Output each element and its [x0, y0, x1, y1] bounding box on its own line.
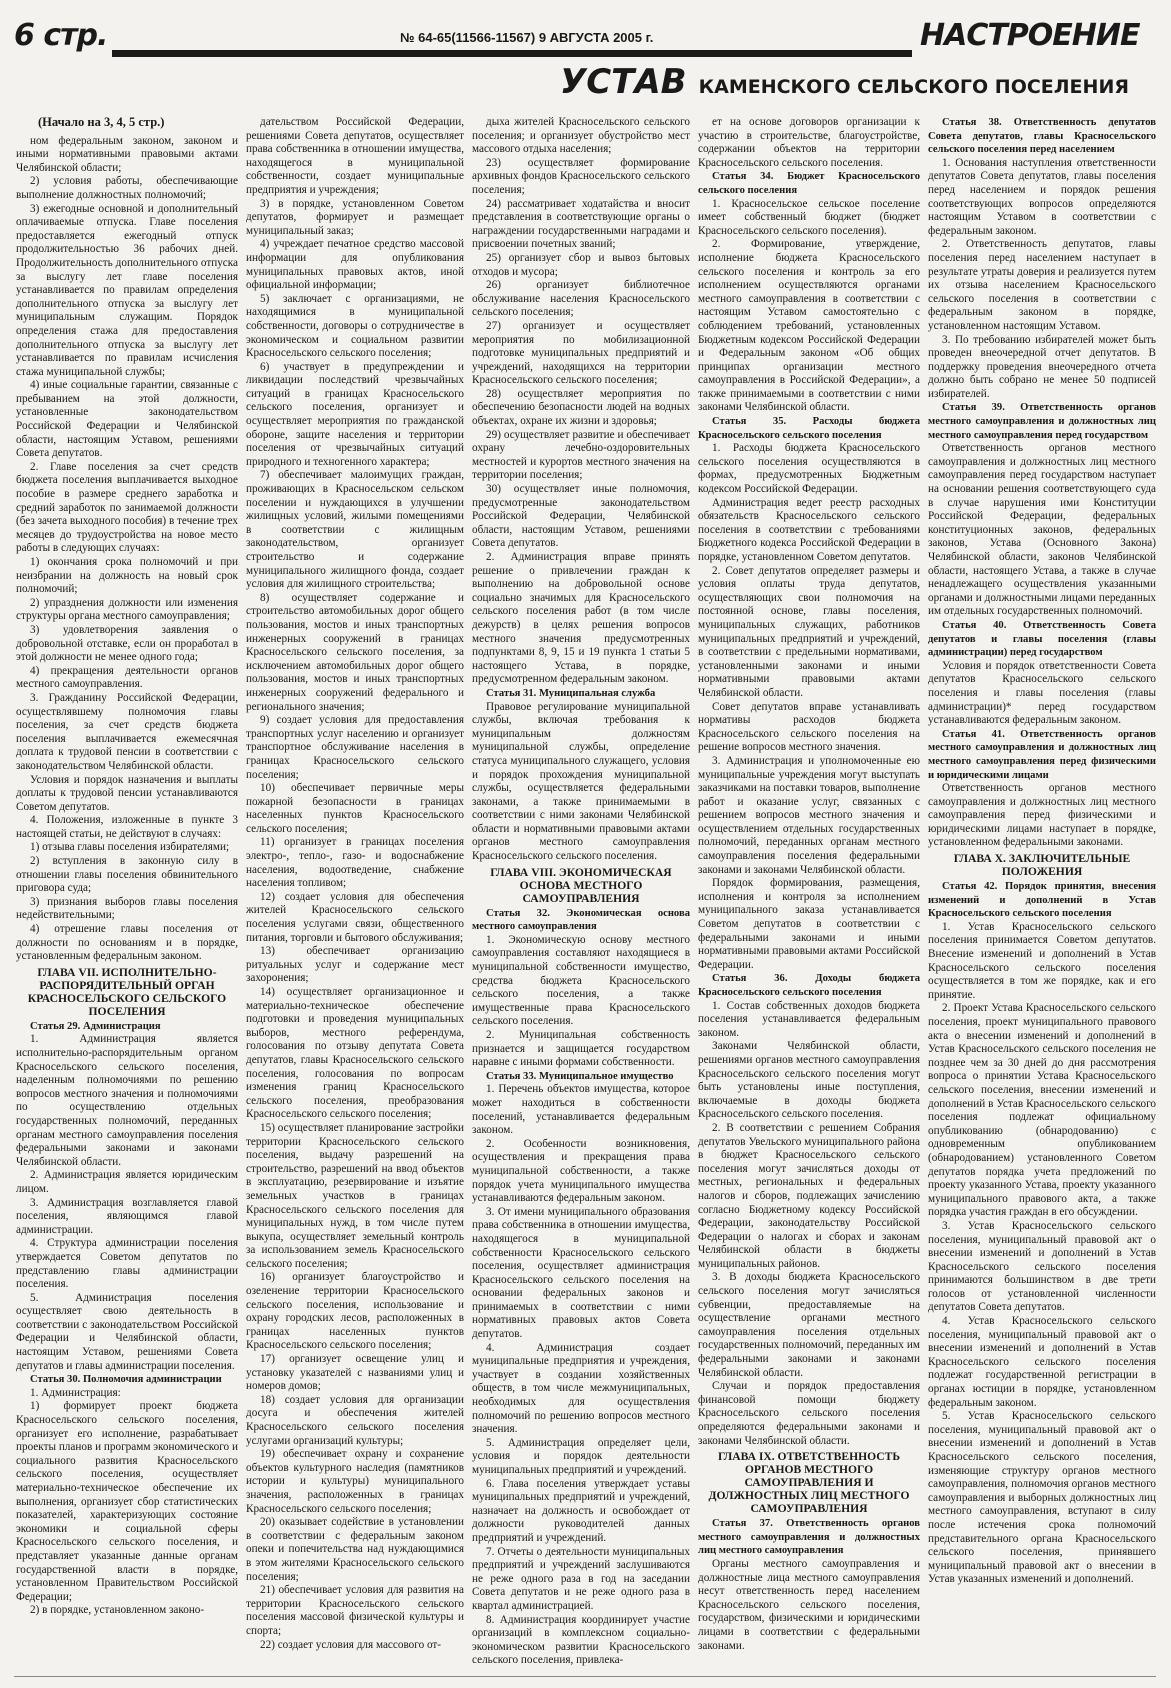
- article-title: [560, 62, 1160, 108]
- paragraph: 2) условия работы, обеспечивающие выполнение должностных полномочий;: [16, 175, 238, 201]
- paragraph: 4) учреждает печатное средство массовой информации для опубликования муниципальных правовых актов, иной официальной информации;: [246, 238, 464, 292]
- paragraph: 23) осуществляет формирование архивных фондов Красносельского сельского поселения;: [472, 156, 690, 196]
- paragraph: 12) создает условия для обеспечения жителей Красносельского сельского поселения услугами связи, общественного питания, торговли и бытового обслуживания;: [246, 890, 464, 944]
- paragraph: 4. Положения, изложенные в пункте 3 настоящей статьи, не действуют в случаях:: [16, 814, 238, 840]
- paragraph: 1. Экономическую основу местного самоуправления составляют находящиеся в муниципальной собственности имущество, средства бюджета Красносельского сельского поселения, а также имущественные права Красносельского сельского поселения.: [472, 933, 690, 1028]
- paragraph: 3) признания выборов главы поселения недействительными;: [16, 895, 238, 922]
- chapter-heading: ГЛАВА IX. ОТВЕТСТВЕННОСТЬ ОРГАНОВ МЕСТНОГО САМОУПРАВЛЕНИЯ И ДОЛЖНОСТНЫХ ЛИЦ МЕСТНОГО САМОУПРАВЛЕНИЯ: [708, 1450, 910, 1516]
- paragraph: 3. По требованию избирателей может быть проведен внеочередной отчет депутатов. В поддержку проведения внеочередного отчета должно быть собрано не менее 50 подписей избирателей.: [928, 333, 1156, 400]
- chapter-heading: ГЛАВА VIII. ЭКОНОМИЧЕСКАЯ ОСНОВА МЕСТНОГО САМОУПРАВЛЕНИЯ: [490, 865, 672, 905]
- paragraph: 1. Расходы бюджета Красносельского сельского поселения осуществляются в формах, предусмотренных Бюджетным кодексом Российской Федерации.: [698, 442, 920, 496]
- paragraph: 3) удовлетворения заявления о добровольной отставке, если он проработал в этой должности не менее одного года;: [16, 623, 238, 664]
- paragraph: 2. Совет депутатов определяет размеры и условия оплаты труда депутатов, осуществляющих свои полномочия на постоянной основе, главы поселения, муниципальных служащих, работников муниципальных предприятий и учреждений, в соответствии с предельными нормативами, установленными законами и иными нормативными правовыми актами Челябинской области.: [698, 564, 920, 699]
- paragraph: 2) упразднения должности или изменения структуры органа местного самоуправления;: [16, 596, 238, 623]
- paragraph: 3) в порядке, установленном Советом депутатов, формирует и размещает муниципальный заказ;: [246, 197, 464, 237]
- paragraph: 5. Администрация определяет цели, условия и порядок деятельности муниципальных предприятий и учреждений.: [472, 1436, 690, 1476]
- article-heading: Статья 35. Расходы бюджета Красносельского сельского поселения: [698, 416, 920, 441]
- paragraph: 2. Администрация вправе принять решение о привлечении граждан к выполнению на добровольной основе социально значимых для Красносельского сельского поселения работ (в том числе дежурств) в целях решения вопросов местного значения предусмотренных подпунктами 8, 9, 15 и 19 пункта 1 статьи 5 настоящего Устава, в порядке, предусмотренном федеральным законом.: [472, 551, 690, 686]
- column-1: [16, 116, 238, 1674]
- column-4: [698, 116, 920, 1674]
- paragraph: 14) осуществляет организационное и материально-техническое обеспечение подготовки и проведения муниципальных выборов, местного референдума, голосования по отзыву депутата Совета депутатов, главы Красносельского сельского поселения, голосования по вопросам изменения границ Красносельского сельского поселения, преобразования Красносельского сельского поселения;: [246, 986, 464, 1121]
- paragraph: Органы местного самоуправления и должностные лица местного самоуправления несут ответственность перед населением Красносельского сельского поселения, государством, физическими и юридическими лицами в соответствии с федеральными законами.: [698, 1557, 920, 1652]
- paragraph: 29) осуществляет развитие и обеспечивает охрану лечебно-оздоровительных местностей и курортов местного значения на территории поселения;: [472, 428, 690, 482]
- paragraph: 27) организует и осуществляет мероприятия по мобилизационной подготовке муниципальных предприятий и учреждений, находящихся на территории Красносельского сельского поселения;: [472, 319, 690, 387]
- paragraph: 2. Муниципальная собственность признается и защищается государством наравне с иными формами собственности.: [472, 1029, 690, 1069]
- paragraph: Случаи и порядок предоставления финансовой помощи бюджету Красносельского сельского поселения определяются федеральными законами и законами Челябинской области.: [698, 1380, 920, 1447]
- paragraph: 1) окончания срока полномочий и при неизбрании на должность на новый срок полномочий;: [16, 556, 238, 596]
- column-2: [246, 116, 464, 1674]
- paragraph: 1. Состав собственных доходов бюджета поселения устанавливается федеральным законом.: [698, 999, 920, 1039]
- continuation-note: (Начало на 3, 4, 5 стр.): [38, 116, 165, 129]
- paragraph: 1. Основания наступления ответственности депутатов Совета депутатов, главы поселения перед населением и порядок решения соответствующих вопросов определяются настоящим Уставом в соответствии с федеральным законом.: [928, 156, 1156, 237]
- paragraph: 4) иные социальные гарантии, связанные с пребыванием на этой должности, установленные законодательством Российской Федерации и Челябинской области, настоящим Уставом, решениями Совета депутатов.: [16, 379, 238, 460]
- paragraph: 30) осуществляет иные полномочия, предусмотренные законодательством Российской Федерации, Челябинской области, настоящим Уставом, решениями Совета депутатов.: [472, 483, 690, 550]
- paragraph: 4) прекращения деятельности органов местного самоуправления.: [16, 664, 238, 691]
- paragraph: 21) обеспечивает условия для развития на территории Красносельского сельского поселения массовой физической культуры и спорта;: [246, 1584, 464, 1637]
- paragraph: 22) создает условия для массового от-: [260, 1638, 442, 1651]
- paragraph: 4. Администрация создает муниципальные предприятия и учреждения, участвует в создании хозяйственных обществ, в том числе межмуниципальных, необходимых для осуществления полномочий по решению вопросов местного значения.: [472, 1341, 690, 1436]
- article-heading: Статья 33. Муниципальное имущество: [486, 1070, 674, 1082]
- page-number: 6 стр.: [14, 18, 108, 53]
- article-heading: Статья 39. Ответственность органов местного самоуправления и должностных лиц местного самоуправления перед государством: [928, 402, 1156, 441]
- chapter-heading: ГЛАВА X. ЗАКЛЮЧИТЕЛЬНЫЕ ПОЛОЖЕНИЯ: [953, 852, 1131, 879]
- paragraph: 5. Администрация поселения осуществляет свою деятельность в соответствии с законодательством Российской Федерации и Челябинской области, настоящим Уставом, решениями Совета депутатов и главы администрации поселения.: [16, 1291, 238, 1372]
- paragraph: 2. Главе поселения за счет средств бюджета поселения выплачивается выходное пособие в размере среднего заработка и средний заработок по занимаемой должности (без зачета выходного пособия) в течение трех месяцев до трудоустройства на новое место работы в следующих случаях:: [16, 460, 238, 555]
- section-title: НАСТРОЕНИЕ: [920, 18, 1140, 53]
- paragraph: 3. Администрация возглавляется главой поселения, являющимся главой администрации.: [16, 1196, 238, 1236]
- article-title-main: УСТАВ: [560, 62, 687, 102]
- paragraph: 9) создает условия для предоставления транспортных услуг населению и организует транспортное обслуживание населения в границах Красносельского сельского поселения;: [246, 714, 464, 781]
- article-heading: Статья 40. Ответственность Совета депутатов и главы поселения (главы администрации) перед государством: [928, 619, 1156, 659]
- paragraph: 7) обеспечивает малоимущих граждан, проживающих в Красносельском сельском поселении и нуждающихся в улучшении жилищных условий, жилыми помещениями в соответствии с жилищным законодательством, организует строительство и содержание муниципального жилищного фонда, создает условия для жилищного строительства;: [246, 469, 464, 591]
- paragraph: 1. Перечень объектов имущества, которое может находиться в собственности поселений, устанавливается федеральным законом.: [472, 1083, 690, 1137]
- page-header: [0, 0, 1171, 64]
- article-heading: Статья 36. Доходы бюджета Красносельского сельского поселения: [698, 973, 920, 998]
- paragraph: Правовое регулирование муниципальной службы, включая требования к муниципальным должностям муниципальной службы, определение статуса муниципального служащего, условия и порядок прохождения муниципальной службы, осуществляется федеральными законами, а также принимаемыми в соответствии с ними законами Челябинской области и нормативными правовыми актами органов местного самоуправления Красносельского сельского поселения.: [472, 700, 690, 863]
- paragraph: Законами Челябинской области, решениями органов местного самоуправления Красносельского сельского поселения могут быть установлены иные поступления, включаемые в доходы бюджета Красносельского сельского поселения.: [698, 1040, 920, 1121]
- paragraph: 3. От имени муниципального образования права собственника в отношении имущества, находящегося в муниципальной собственности Красносельского сельского поселения, осуществляет администрация Красносельского сельского поселения на основании федеральных законов и принимаемых в соответствии с ними нормативных правовых актов Совета депутатов.: [472, 1205, 690, 1341]
- paragraph: 2. Особенности возникновения, осуществления и прекращения права муниципальной собственности, а также порядок учета муниципального имущества устанавливаются федеральным законом.: [472, 1137, 690, 1205]
- paragraph: 2) в порядке, установленном законо-: [30, 1604, 205, 1617]
- paragraph: Ответственность органов местного самоуправления и должностных лиц местного самоуправления перед государством наступает на основании решения соответствующего суда в случае нарушения ими Конституции Российской Федерации, федеральных конституционных законов, федеральных законов, Устава (Основного Закона) Челябинской области, законов Челябинской области, настоящего Устава, а также в случае ненадлежащего осуществления указанными органами и должностными лицами переданных им отдельных государственных полномочий.: [928, 442, 1156, 618]
- paragraph: 1. Устав Красносельского сельского поселения принимается Советом депутатов. Внесение изменений и дополнений в Устав Красносельского сельского поселения осуществляется в том же порядке, как и его принятие.: [928, 920, 1156, 1001]
- paragraph: Администрация ведет реестр расходных обязательств Красносельского сельского поселения в соответствии с требованиями Бюджетного кодекса Российской Федерации в порядке, установленном Советом депутатов.: [698, 496, 920, 563]
- paragraph: 2. Администрация является юридическим лицом.: [16, 1169, 238, 1195]
- paragraph: 4) отрешение главы поселения от должности по основаниям и в порядке, установленным федеральным законом.: [16, 923, 238, 963]
- paragraph: 10) обеспечивает первичные меры пожарной безопасности в границах населенных пунктов Красносельского сельского поселения;: [246, 782, 464, 835]
- paragraph: 18) создает условия для организации досуга и обеспечения жителей Красносельского сельского поселения услугами организаций культуры;: [246, 1393, 464, 1447]
- paragraph: 8) осуществляет содержание и строительство автомобильных дорог общего пользования, мостов и иных транспортных инженерных сооружений в границах Красносельского сельского поселения, за исключением автомобильных дорог общего пользования, мостов и иных транспортных инженерных сооружений федерального и регионального значения;: [246, 591, 464, 713]
- paragraph: 15) осуществляет планирование застройки территории Красносельского сельского поселения, выдачу разрешений на строительство, разрешений на ввод объектов в эксплуатацию, резервирование и изъятие земельных участков в границах Красносельского сельского поселения для муниципальных нужд, в том числе путем выкупа, осуществляет земельный контроль за использованием земель Красносельского сельского поселения;: [246, 1121, 464, 1270]
- paragraph: дыха жителей Красносельского сельского поселения; и организует обустройство мест массового отдыха населения;: [472, 116, 690, 156]
- paragraph: 2. В соответствии с решением Собрания депутатов Увельского муниципального района в бюджет Красносельского сельского поселения могут зачисляться доходы от местных, региональных и федеральных налогов и сборов, подлежащих зачислению согласно Бюджетному кодексу Российской Федерации, законодательству Российской Федерации о налогах и сборах и законам Челябинской области в бюджеты муниципальных районов.: [698, 1121, 920, 1270]
- article-heading: Статья 30. Полномочия администрации: [30, 1374, 222, 1386]
- paragraph: 6) участвует в предупреждении и ликвидации последствий чрезвычайных ситуаций в границах Красносельского сельского поселения, организует и осуществляет мероприятия по гражданской обороне, защите населения и территории поселения от чрезвычайных ситуаций природного и техногенного характера;: [246, 360, 464, 468]
- paragraph: 3. Устав Красносельского сельского поселения, муниципальный правовой акт о внесении изменений и дополнений в Устав Красносельского сельского поселения принимаются большинством в две трети голосов от установленной численности депутатов Совета депутатов.: [928, 1219, 1156, 1314]
- paragraph: ет на основе договоров организации к участию в строительстве, благоустройстве, содержании объектов на территории Красносельского сельского поселения.: [698, 116, 920, 169]
- paragraph: 13) обеспечивает организацию ритуальных услуг и содержание мест захоронения;: [246, 945, 464, 985]
- paragraph: 7. Отчеты о деятельности муниципальных предприятий и учреждений заслушиваются не реже одного раза в год на заседании Совета депутатов и не реже одного раза в квартал администрацией.: [472, 1545, 690, 1612]
- paragraph: 8. Администрация координирует участие организаций в комплексном социально-экономическом развитии Красносельского сельского поселения, привлека-: [472, 1613, 690, 1667]
- article-heading: Статья 41. Ответственность органов местного самоуправления и должностных лиц местного самоуправления перед физическими и юридическими лицами: [928, 728, 1156, 781]
- article-heading: Статья 42. Порядок принятия, внесения изменений и дополнений в Устав Красносельского сельского поселения: [928, 881, 1156, 920]
- issue-info: № 64-65(11566-11567) 9 АВГУСТА 2005 г.: [400, 30, 654, 45]
- paragraph: 5) заключает с организациями, не находящимися в муниципальной собственности, договоры о сотрудничестве в экономическом и социальном развитии Красносельского сельского поселения;: [246, 292, 464, 360]
- chapter-heading: ГЛАВА VII. ИСПОЛНИТЕЛЬНО-РАСПОРЯДИТЕЛЬНЫЙ ОРГАН КРАСНОСЕЛЬСКОГО СЕЛЬСКОГО ПОСЕЛЕНИЯ: [27, 965, 227, 1018]
- paragraph: 20) оказывает содействие в установлении в соответствии с федеральным законом опеки и попечительства над нуждающимися в этом жителями Красносельского сельского поселения;: [246, 1516, 464, 1583]
- paragraph: Условия и порядок назначения и выплаты доплаты к трудовой пенсии устанавливаются Советом депутатов.: [16, 773, 238, 813]
- paragraph: Совет депутатов вправе устанавливать нормативы расходов бюджета Красносельского сельского поселения на решение вопросов местного значения.: [698, 700, 920, 754]
- paragraph: 4. Структура администрации поселения утверждается Советом депутатов по представлению главы администрации поселения.: [16, 1237, 238, 1291]
- paragraph: Порядок формирования, размещения, исполнения и контроля за исполнением муниципального заказа устанавливается Советом депутатов в соответствии с федеральными законами и иными нормативными правовыми актами Российской Федерации.: [698, 877, 920, 971]
- paragraph: Условия и порядок ответственности Совета депутатов Красносельского сельского поселения и главы поселения (главы администрации)* перед государством устанавливаются федеральным законом.: [928, 659, 1156, 727]
- paragraph: 1. Красносельское сельское поселение имеет собственный бюджет (бюджет Красносельского сельского поселения).: [698, 197, 920, 237]
- paragraph: 28) осуществляет мероприятия по обеспечению безопасности людей на водных объектах, охране их жизни и здоровья;: [472, 387, 690, 428]
- paragraph: 6. Глава поселения утверждает уставы муниципальных предприятий и учреждений, назначает на должность и освобождает от должности руководителей данных предприятий и учреждений.: [472, 1477, 690, 1544]
- column-5: [928, 116, 1156, 1674]
- paragraph: 2. Формирование, утверждение, исполнение бюджета Красносельского сельского поселения и контроль за его исполнением осуществляются органами местного самоуправления в соответствии с настоящим Уставом самостоятельно с соблюдением требований, установленных Бюджетным кодексом Российской Федерации и Федеральным законом «Об общих принципах организации местного самоуправления в Российской Федерации», а также принимаемыми в соответствии с ними законами Челябинской области.: [698, 238, 920, 414]
- paragraph: 4. Устав Красносельского сельского поселения, муниципальный правовой акт о внесении изменений и дополнений в Устав Красносельского сельского поселения подлежат государственной регистрации в органах юстиции в порядке, установленном федеральным законом.: [928, 1315, 1156, 1409]
- paragraph: 1) отзыва главы поселения избирателями;: [30, 841, 230, 854]
- article-heading: Статья 38. Ответственность депутатов Совета депутатов, главы Красносельского сельского поселения перед населением: [928, 117, 1156, 156]
- article-heading: Статья 31. Муниципальная служба: [486, 687, 656, 699]
- bottom-rule: [14, 1676, 1156, 1677]
- paragraph: 24) рассматривает ходатайства и вносит представления в соответствующие органы о награждении государственными наградами и присвоении почетных званий;: [472, 197, 690, 251]
- paragraph: 3. В доходы бюджета Красносельского сельского поселения могут зачисляться субвенции, предоставляемые на осуществление органами местного самоуправления поселения отдельных государственных полномочий, переданных им федеральными законами и законами Челябинской области.: [698, 1271, 920, 1379]
- paragraph: 25) организует сбор и вывоз бытовых отходов и мусора;: [472, 251, 690, 278]
- article-heading: Статья 34. Бюджет Красносельского сельского поселения: [698, 171, 920, 196]
- paragraph: 5. Устав Красносельского сельского поселения, муниципальный правовой акт о внесении изменений и дополнений в Устав Красносельского сельского поселения, изменяющие структуру органов местного самоуправления, полномочия органов местного самоуправления и выборных должностных лиц местного самоуправления, вступают в силу после истечения срока полномочий представительного органа Красносельского сельского поселения, принявшего муниципальный правовой акт о внесении в Устав указанных изменений и дополнений.: [928, 1410, 1156, 1586]
- paragraph: 1. Администрация:: [30, 1386, 121, 1399]
- paragraph: 2. Ответственность депутатов, главы поселения перед населением наступает в результате утраты доверия и реализуется путем их отзыва населением Красносельского сельского поселения в соответствии с федеральным законом в порядке, установленном настоящим Уставом.: [928, 238, 1156, 332]
- paragraph: 2) вступления в законную силу в отношении главы поселения обвинительного приговора суда;: [16, 855, 238, 895]
- paragraph: 3. Гражданину Российской Федерации, осуществлявшему полномочия главы поселения, за счет средств бюджета поселения выплачивается ежемесячная доплата к трудовой пенсии в соответствии с законодательством Челябинской области.: [16, 691, 238, 772]
- paragraph: 11) организует в границах поселения электро-, тепло-, газо- и водоснабжение населения, водоотведение, снабжение населения топливом;: [246, 836, 464, 890]
- paragraph: 1) формирует проект бюджета Красносельского сельского поселения, организует его исполнение, разрабатывает проекты планов и программ экономического и социального развития Красносельского сельского поселения, осуществляет материально-техническое обеспечение их выполнения, организует сбор статистических показателей, характеризующих состояние экономики и социальной сферы Красносельского сельского поселения, и представляет указанные данные органам государственной власти в порядке, установленном Правительством Российской Федерации;: [16, 1400, 238, 1603]
- article-title-sub: КАМЕНСКОГО СЕЛЬСКОГО ПОСЕЛЕНИЯ: [698, 76, 1129, 98]
- header-rule: [112, 50, 912, 57]
- article-heading: Статья 37. Ответственность органов местного самоуправления и должностных лиц местного самоуправления: [698, 1518, 920, 1557]
- paragraph: дательством Российской Федерации, решениями Совета депутатов, осуществляет права собственника в отношении имущества, находящегося в муниципальной собственности, создает муниципальные предприятия и учреждения;: [246, 116, 464, 196]
- paragraph: 3. Администрация и уполномоченные ею муниципальные учреждения могут выступать заказчиками на поставки товаров, выполнение работ и оказание услуг, связанных с решением вопросов местного значения и осуществлением отдельных государственных полномочий, переданных органам местного самоуправления поселения федеральными законами и законами Челябинской области.: [698, 754, 920, 876]
- paragraph: Ответственность органов местного самоуправления и должностных лиц местного самоуправления перед физическими и юридическими лицами наступает в порядке, установленном федеральными законами.: [928, 782, 1156, 849]
- paragraph: 2. Проект Устава Красносельского сельского поселения, проект муниципального правового акта о внесении изменений и дополнений в Устав Красносельского сельского поселения не позднее чем за 30 дней до дня рассмотрения вопроса о принятии Устава Красносельского сельского поселения, внесении изменений и дополнений в Устав Красносельского сельского поселения подлежат официальному опубликованию (обнародованию) с одновременным опубликованием (обнародованием) установленного Советом депутатов порядка учета предложений по проекту указанного Устава, проекту указанного муниципального правового акта, а также порядка участия граждан в его обсуждении.: [928, 1002, 1156, 1219]
- paragraph: 3) ежегодные основной и дополнительный оплачиваемые отпуска. Главе поселения предоставляется ежегодный отпуск продолжительностью 36 рабочих дней. Продолжительность дополнительного отпуска за выслугу лет главе поселения устанавливается по правилам определения дополнительного отпуска за выслугу лет муниципальным служащим. Порядок определения стажа для предоставления дополнительного отпуска за выслугу лет устанавливается по правилам исчисления стажа муниципальной службы;: [16, 202, 238, 378]
- paragraph: 1. Администрация является исполнительно-распорядительным органом Красносельского сельского поселения, наделенным полномочиями по решению вопросов местного значения и полномочиями по осуществлению отдельных государственных полномочий, переданных органам местного самоуправления поселения федеральными законами и законами Челябинской области.: [16, 1033, 238, 1168]
- article-heading: Статья 32. Экономическая основа местного самоуправления: [472, 907, 690, 933]
- paragraph: 19) обеспечивает охрану и сохранение объектов культурного наследия (памятников истории и культуры) муниципального значения, расположенных в границах Красносельского сельского поселения;: [246, 1448, 464, 1515]
- paragraph: ном федеральным законом, законом и иными нормативными правовыми актами Челябинской области;: [16, 134, 238, 174]
- paragraph: 26) организует библиотечное обслуживание населения Красносельского сельского поселения;: [472, 279, 690, 319]
- paragraph: 17) организует освещение улиц и установку указателей с названиями улиц и номеров домов;: [246, 1353, 464, 1393]
- paragraph: 16) организует благоустройство и озеленение территории Красносельского сельского поселения, использование и охрану городских лесов, расположенных в границах населенных пунктов Красносельского сельского поселения;: [246, 1271, 464, 1352]
- article-heading: Статья 29. Администрация: [30, 1020, 161, 1032]
- column-3: [472, 116, 690, 1674]
